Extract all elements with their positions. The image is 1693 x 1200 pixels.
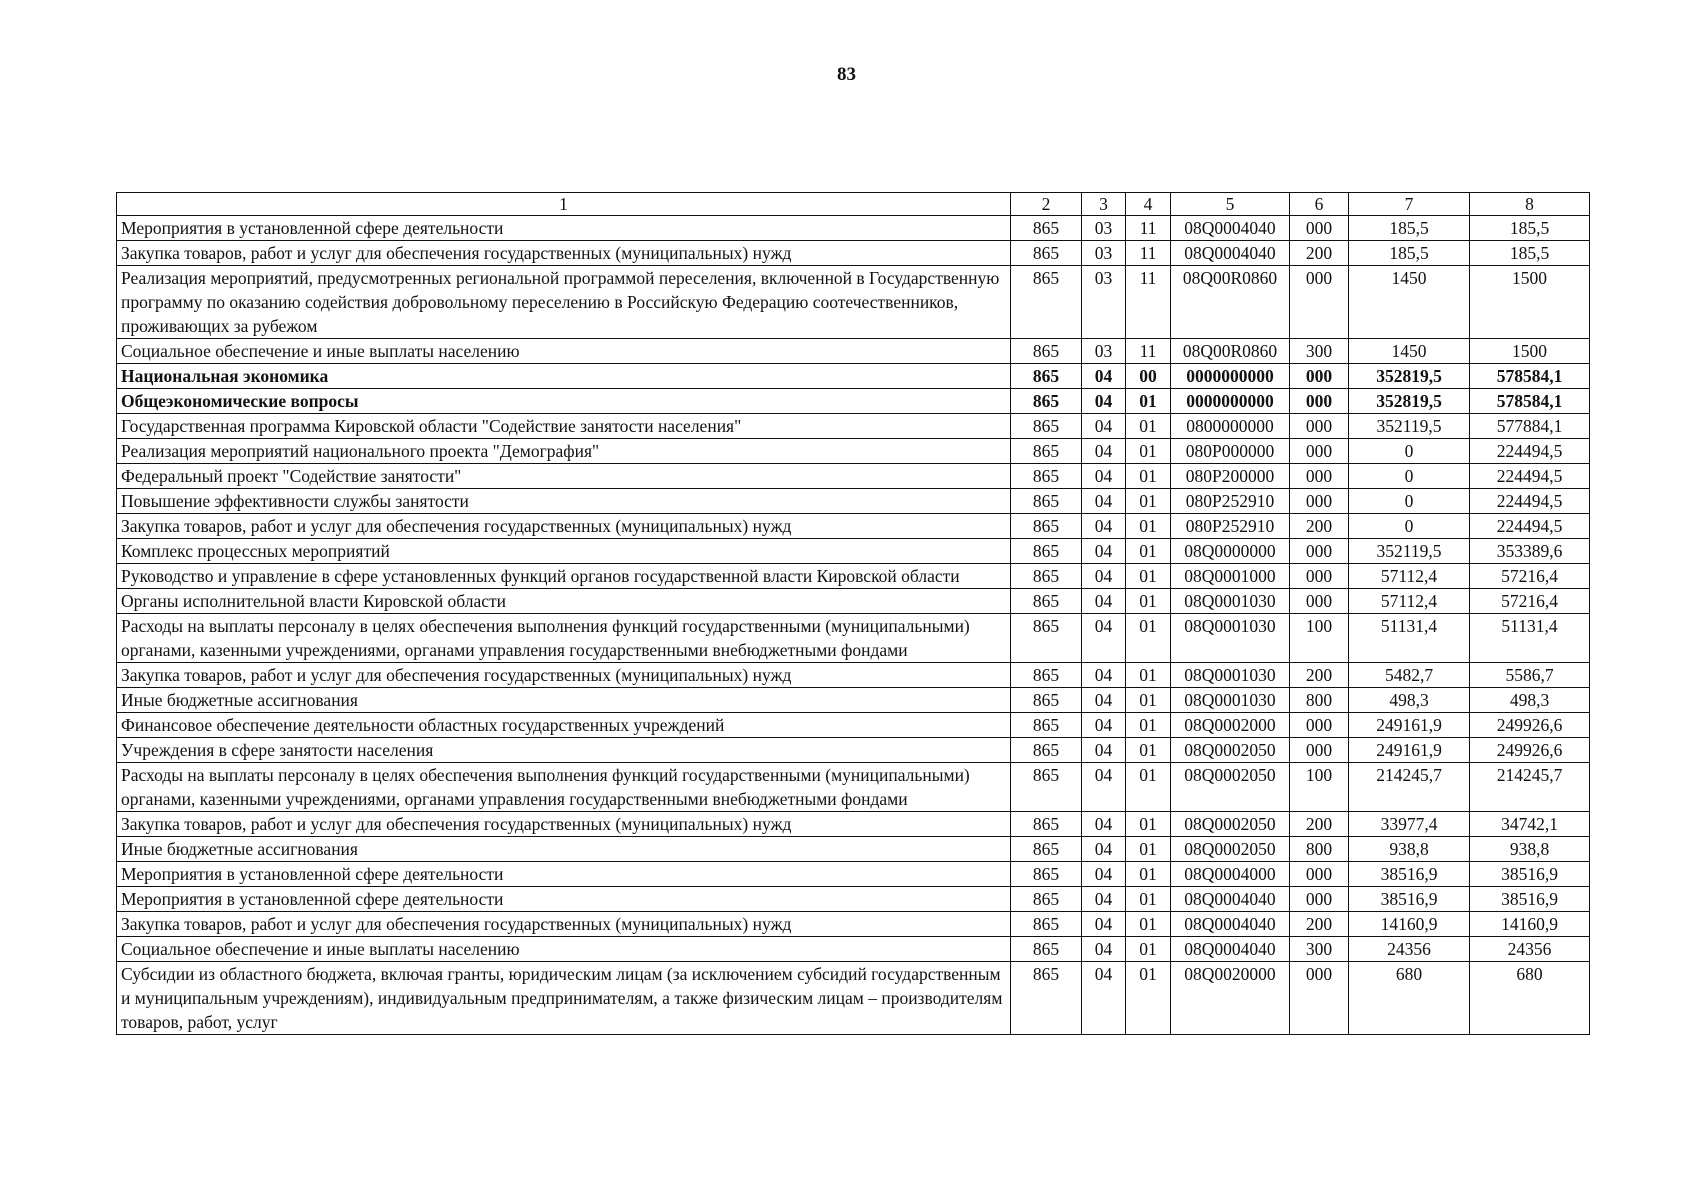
row-name-cell: Финансовое обеспечение деятельности областных государственных учреждений [117,713,1011,738]
expense-type-cell: 000 [1290,414,1349,439]
table-row [117,912,1590,937]
section-code-cell: 03 [1082,266,1126,339]
row-name-cell: Иные бюджетные ассигнования [117,688,1011,713]
row-name-cell: Учреждения в сфере занятости населения [117,738,1011,763]
amount-year-2-cell: 498,3 [1470,688,1590,713]
grbs-code-cell: 865 [1011,389,1082,414]
table-row [117,738,1590,763]
section-code-cell: 04 [1082,663,1126,688]
amount-year-2-cell: 680 [1470,962,1590,1035]
table-row [117,266,1590,339]
target-article-cell: 08Q0020000 [1171,962,1290,1035]
target-article-cell: 08Q0004040 [1171,216,1290,241]
table-row [117,862,1590,887]
table-row [117,589,1590,614]
table-row [117,937,1590,962]
amount-year-1-cell: 5482,7 [1349,663,1470,688]
grbs-code-cell: 865 [1011,937,1082,962]
subsection-code-cell: 01 [1126,812,1171,837]
table-row [117,389,1590,414]
subsection-code-cell: 01 [1126,962,1171,1035]
amount-year-2-cell: 57216,4 [1470,564,1590,589]
expense-type-cell: 000 [1290,539,1349,564]
amount-year-2-cell: 249926,6 [1470,738,1590,763]
row-name-cell: Иные бюджетные ассигнования [117,837,1011,862]
grbs-code-cell: 865 [1011,887,1082,912]
column-header: 1 [117,193,1011,216]
target-article-cell: 08Q0002050 [1171,837,1290,862]
subsection-code-cell: 01 [1126,763,1171,812]
grbs-code-cell: 865 [1011,812,1082,837]
amount-year-1-cell: 38516,9 [1349,862,1470,887]
grbs-code-cell: 865 [1011,414,1082,439]
grbs-code-cell: 865 [1011,439,1082,464]
row-name-cell: Расходы на выплаты персоналу в целях обеспечения выполнения функций государственными (муниципальными) органами, казенными учреждениями, органами управления государственными внебюджетными фондами [117,614,1011,663]
table-row [117,489,1590,514]
section-code-cell: 04 [1082,912,1126,937]
table-row [117,663,1590,688]
target-article-cell: 08Q00R0860 [1171,266,1290,339]
amount-year-1-cell: 1450 [1349,339,1470,364]
table-row [117,464,1590,489]
subsection-code-cell: 01 [1126,663,1171,688]
section-code-cell: 04 [1082,812,1126,837]
subsection-code-cell: 01 [1126,738,1171,763]
amount-year-2-cell: 578584,1 [1470,389,1590,414]
table-row [117,887,1590,912]
grbs-code-cell: 865 [1011,663,1082,688]
section-code-cell: 03 [1082,339,1126,364]
amount-year-1-cell: 33977,4 [1349,812,1470,837]
expense-type-cell: 000 [1290,564,1349,589]
section-code-cell: 04 [1082,364,1126,389]
row-name-cell: Закупка товаров, работ и услуг для обеспечения государственных (муниципальных) нужд [117,241,1011,266]
expense-type-cell: 200 [1290,241,1349,266]
row-name-cell: Органы исполнительной власти Кировской области [117,589,1011,614]
amount-year-2-cell: 57216,4 [1470,589,1590,614]
amount-year-1-cell: 249161,9 [1349,738,1470,763]
row-name-cell: Руководство и управление в сфере установленных функций органов государственной власти Кировской области [117,564,1011,589]
target-article-cell: 080P000000 [1171,439,1290,464]
column-header: 4 [1126,193,1171,216]
target-article-cell: 08Q0001030 [1171,614,1290,663]
subsection-code-cell: 11 [1126,266,1171,339]
amount-year-1-cell: 680 [1349,962,1470,1035]
subsection-code-cell: 01 [1126,937,1171,962]
section-code-cell: 04 [1082,489,1126,514]
amount-year-2-cell: 214245,7 [1470,763,1590,812]
amount-year-1-cell: 1450 [1349,266,1470,339]
row-name-cell: Мероприятия в установленной сфере деятельности [117,216,1011,241]
table-row [117,564,1590,589]
grbs-code-cell: 865 [1011,862,1082,887]
target-article-cell: 08Q0001030 [1171,688,1290,713]
column-header: 3 [1082,193,1126,216]
section-code-cell: 04 [1082,688,1126,713]
section-code-cell: 04 [1082,937,1126,962]
section-code-cell: 04 [1082,439,1126,464]
amount-year-2-cell: 1500 [1470,339,1590,364]
amount-year-2-cell: 224494,5 [1470,439,1590,464]
subsection-code-cell: 01 [1126,514,1171,539]
subsection-code-cell: 01 [1126,414,1171,439]
expense-type-cell: 000 [1290,389,1349,414]
expense-type-cell: 300 [1290,937,1349,962]
table-row [117,439,1590,464]
section-code-cell: 04 [1082,862,1126,887]
expense-type-cell: 200 [1290,663,1349,688]
grbs-code-cell: 865 [1011,912,1082,937]
grbs-code-cell: 865 [1011,364,1082,389]
amount-year-2-cell: 38516,9 [1470,887,1590,912]
target-article-cell: 08Q0001030 [1171,589,1290,614]
target-article-cell: 08Q0004000 [1171,862,1290,887]
amount-year-1-cell: 352819,5 [1349,389,1470,414]
target-article-cell: 0000000000 [1171,364,1290,389]
amount-year-2-cell: 38516,9 [1470,862,1590,887]
expense-type-cell: 000 [1290,364,1349,389]
row-name-cell: Социальное обеспечение и иные выплаты населению [117,339,1011,364]
section-code-cell: 04 [1082,589,1126,614]
target-article-cell: 08Q0000000 [1171,539,1290,564]
subsection-code-cell: 00 [1126,364,1171,389]
subsection-code-cell: 01 [1126,912,1171,937]
expense-type-cell: 800 [1290,688,1349,713]
amount-year-1-cell: 352819,5 [1349,364,1470,389]
grbs-code-cell: 865 [1011,266,1082,339]
amount-year-1-cell: 352119,5 [1349,539,1470,564]
target-article-cell: 08Q0002050 [1171,812,1290,837]
amount-year-1-cell: 51131,4 [1349,614,1470,663]
amount-year-2-cell: 185,5 [1470,241,1590,266]
table-body [117,216,1590,1035]
expense-type-cell: 800 [1290,837,1349,862]
grbs-code-cell: 865 [1011,589,1082,614]
row-name-cell: Закупка товаров, работ и услуг для обеспечения государственных (муниципальных) нужд [117,663,1011,688]
table-row [117,688,1590,713]
table-row [117,812,1590,837]
column-number-row [117,193,1590,216]
grbs-code-cell: 865 [1011,514,1082,539]
target-article-cell: 08Q0004040 [1171,241,1290,266]
row-name-cell: Реализация мероприятий национального проекта "Демография" [117,439,1011,464]
table-row [117,514,1590,539]
amount-year-1-cell: 57112,4 [1349,564,1470,589]
subsection-code-cell: 01 [1126,564,1171,589]
amount-year-1-cell: 938,8 [1349,837,1470,862]
subsection-code-cell: 01 [1126,713,1171,738]
amount-year-2-cell: 224494,5 [1470,464,1590,489]
subsection-code-cell: 01 [1126,539,1171,564]
budget-table [116,192,1590,1035]
grbs-code-cell: 865 [1011,339,1082,364]
grbs-code-cell: 865 [1011,241,1082,266]
amount-year-2-cell: 353389,6 [1470,539,1590,564]
row-name-cell: Закупка товаров, работ и услуг для обеспечения государственных (муниципальных) нужд [117,514,1011,539]
amount-year-1-cell: 185,5 [1349,241,1470,266]
subsection-code-cell: 01 [1126,389,1171,414]
subsection-code-cell: 01 [1126,464,1171,489]
section-code-cell: 03 [1082,216,1126,241]
amount-year-1-cell: 0 [1349,439,1470,464]
expense-type-cell: 200 [1290,514,1349,539]
row-name-cell: Государственная программа Кировской области "Содействие занятости населения" [117,414,1011,439]
section-code-cell: 04 [1082,614,1126,663]
expense-type-cell: 000 [1290,738,1349,763]
page-number: 83 [837,64,856,85]
grbs-code-cell: 865 [1011,688,1082,713]
subsection-code-cell: 01 [1126,837,1171,862]
subsection-code-cell: 01 [1126,887,1171,912]
amount-year-1-cell: 0 [1349,489,1470,514]
row-name-cell: Закупка товаров, работ и услуг для обеспечения государственных (муниципальных) нужд [117,812,1011,837]
grbs-code-cell: 865 [1011,713,1082,738]
amount-year-1-cell: 57112,4 [1349,589,1470,614]
table-row [117,539,1590,564]
amount-year-2-cell: 1500 [1470,266,1590,339]
amount-year-2-cell: 938,8 [1470,837,1590,862]
amount-year-1-cell: 24356 [1349,937,1470,962]
expense-type-cell: 000 [1290,589,1349,614]
section-code-cell: 04 [1082,887,1126,912]
target-article-cell: 08Q00R0860 [1171,339,1290,364]
row-name-cell: Расходы на выплаты персоналу в целях обеспечения выполнения функций государственными (муниципальными) органами, казенными учреждениями, органами управления государственными внебюджетными фондами [117,763,1011,812]
row-name-cell: Социальное обеспечение и иные выплаты населению [117,937,1011,962]
expense-type-cell: 100 [1290,763,1349,812]
table-row [117,339,1590,364]
expense-type-cell: 000 [1290,489,1349,514]
amount-year-2-cell: 5586,7 [1470,663,1590,688]
column-header: 6 [1290,193,1349,216]
grbs-code-cell: 865 [1011,216,1082,241]
section-code-cell: 04 [1082,837,1126,862]
target-article-cell: 0800000000 [1171,414,1290,439]
target-article-cell: 08Q0004040 [1171,887,1290,912]
amount-year-1-cell: 38516,9 [1349,887,1470,912]
amount-year-1-cell: 214245,7 [1349,763,1470,812]
expense-type-cell: 000 [1290,266,1349,339]
subsection-code-cell: 01 [1126,862,1171,887]
expense-type-cell: 300 [1290,339,1349,364]
expense-type-cell: 000 [1290,216,1349,241]
amount-year-2-cell: 14160,9 [1470,912,1590,937]
table-row [117,837,1590,862]
expense-type-cell: 000 [1290,439,1349,464]
column-header: 7 [1349,193,1470,216]
row-name-cell: Федеральный проект "Содействие занятости" [117,464,1011,489]
target-article-cell: 0000000000 [1171,389,1290,414]
target-article-cell: 08Q0001000 [1171,564,1290,589]
amount-year-1-cell: 185,5 [1349,216,1470,241]
grbs-code-cell: 865 [1011,564,1082,589]
expense-type-cell: 200 [1290,812,1349,837]
row-name-cell: Общеэкономические вопросы [117,389,1011,414]
subsection-code-cell: 01 [1126,688,1171,713]
target-article-cell: 080P252910 [1171,514,1290,539]
section-code-cell: 04 [1082,962,1126,1035]
expense-type-cell: 000 [1290,962,1349,1035]
column-header: 2 [1011,193,1082,216]
table-row [117,216,1590,241]
grbs-code-cell: 865 [1011,614,1082,663]
row-name-cell: Реализация мероприятий, предусмотренных региональной программой переселения, включенной в Государственную программу по оказанию содействия добровольному переселению в Российскую Федерацию соотечественников, проживающих за рубежом [117,266,1011,339]
target-article-cell: 08Q0001030 [1171,663,1290,688]
row-name-cell: Мероприятия в установленной сфере деятельности [117,862,1011,887]
grbs-code-cell: 865 [1011,763,1082,812]
grbs-code-cell: 865 [1011,464,1082,489]
section-code-cell: 04 [1082,564,1126,589]
subsection-code-cell: 11 [1126,339,1171,364]
grbs-code-cell: 865 [1011,489,1082,514]
row-name-cell: Национальная экономика [117,364,1011,389]
subsection-code-cell: 01 [1126,489,1171,514]
grbs-code-cell: 865 [1011,539,1082,564]
row-name-cell: Комплекс процессных мероприятий [117,539,1011,564]
amount-year-1-cell: 0 [1349,514,1470,539]
subsection-code-cell: 11 [1126,241,1171,266]
table-row [117,241,1590,266]
target-article-cell: 08Q0002050 [1171,738,1290,763]
amount-year-2-cell: 224494,5 [1470,514,1590,539]
amount-year-2-cell: 578584,1 [1470,364,1590,389]
target-article-cell: 08Q0002050 [1171,763,1290,812]
expense-type-cell: 000 [1290,464,1349,489]
table-row [117,614,1590,663]
target-article-cell: 08Q0004040 [1171,937,1290,962]
table-row [117,763,1590,812]
subsection-code-cell: 01 [1126,614,1171,663]
amount-year-1-cell: 352119,5 [1349,414,1470,439]
expense-type-cell: 000 [1290,713,1349,738]
section-code-cell: 03 [1082,241,1126,266]
amount-year-2-cell: 577884,1 [1470,414,1590,439]
amount-year-1-cell: 14160,9 [1349,912,1470,937]
table-row [117,713,1590,738]
subsection-code-cell: 11 [1126,216,1171,241]
grbs-code-cell: 865 [1011,738,1082,763]
grbs-code-cell: 865 [1011,962,1082,1035]
amount-year-2-cell: 249926,6 [1470,713,1590,738]
amount-year-2-cell: 24356 [1470,937,1590,962]
table-row [117,414,1590,439]
target-article-cell: 08Q0002000 [1171,713,1290,738]
section-code-cell: 04 [1082,414,1126,439]
table-row [117,364,1590,389]
section-code-cell: 04 [1082,514,1126,539]
section-code-cell: 04 [1082,738,1126,763]
expense-type-cell: 000 [1290,862,1349,887]
amount-year-1-cell: 249161,9 [1349,713,1470,738]
amount-year-2-cell: 51131,4 [1470,614,1590,663]
column-header: 5 [1171,193,1290,216]
table-row [117,962,1590,1035]
target-article-cell: 080P252910 [1171,489,1290,514]
section-code-cell: 04 [1082,539,1126,564]
expense-type-cell: 200 [1290,912,1349,937]
subsection-code-cell: 01 [1126,589,1171,614]
amount-year-2-cell: 34742,1 [1470,812,1590,837]
expense-type-cell: 100 [1290,614,1349,663]
row-name-cell: Закупка товаров, работ и услуг для обеспечения государственных (муниципальных) нужд [117,912,1011,937]
amount-year-2-cell: 224494,5 [1470,489,1590,514]
row-name-cell: Повышение эффективности службы занятости [117,489,1011,514]
row-name-cell: Мероприятия в установленной сфере деятельности [117,887,1011,912]
section-code-cell: 04 [1082,389,1126,414]
target-article-cell: 08Q0004040 [1171,912,1290,937]
expense-type-cell: 000 [1290,887,1349,912]
target-article-cell: 080P200000 [1171,464,1290,489]
amount-year-1-cell: 498,3 [1349,688,1470,713]
section-code-cell: 04 [1082,713,1126,738]
section-code-cell: 04 [1082,763,1126,812]
row-name-cell: Субсидии из областного бюджета, включая гранты, юридическим лицам (за исключением субсидий государственным и муниципальным учреждениям), индивидуальным предпринимателям, а также физическим лицам – производителям товаров, работ, услуг [117,962,1011,1035]
amount-year-1-cell: 0 [1349,464,1470,489]
section-code-cell: 04 [1082,464,1126,489]
grbs-code-cell: 865 [1011,837,1082,862]
amount-year-2-cell: 185,5 [1470,216,1590,241]
column-header: 8 [1470,193,1590,216]
subsection-code-cell: 01 [1126,439,1171,464]
